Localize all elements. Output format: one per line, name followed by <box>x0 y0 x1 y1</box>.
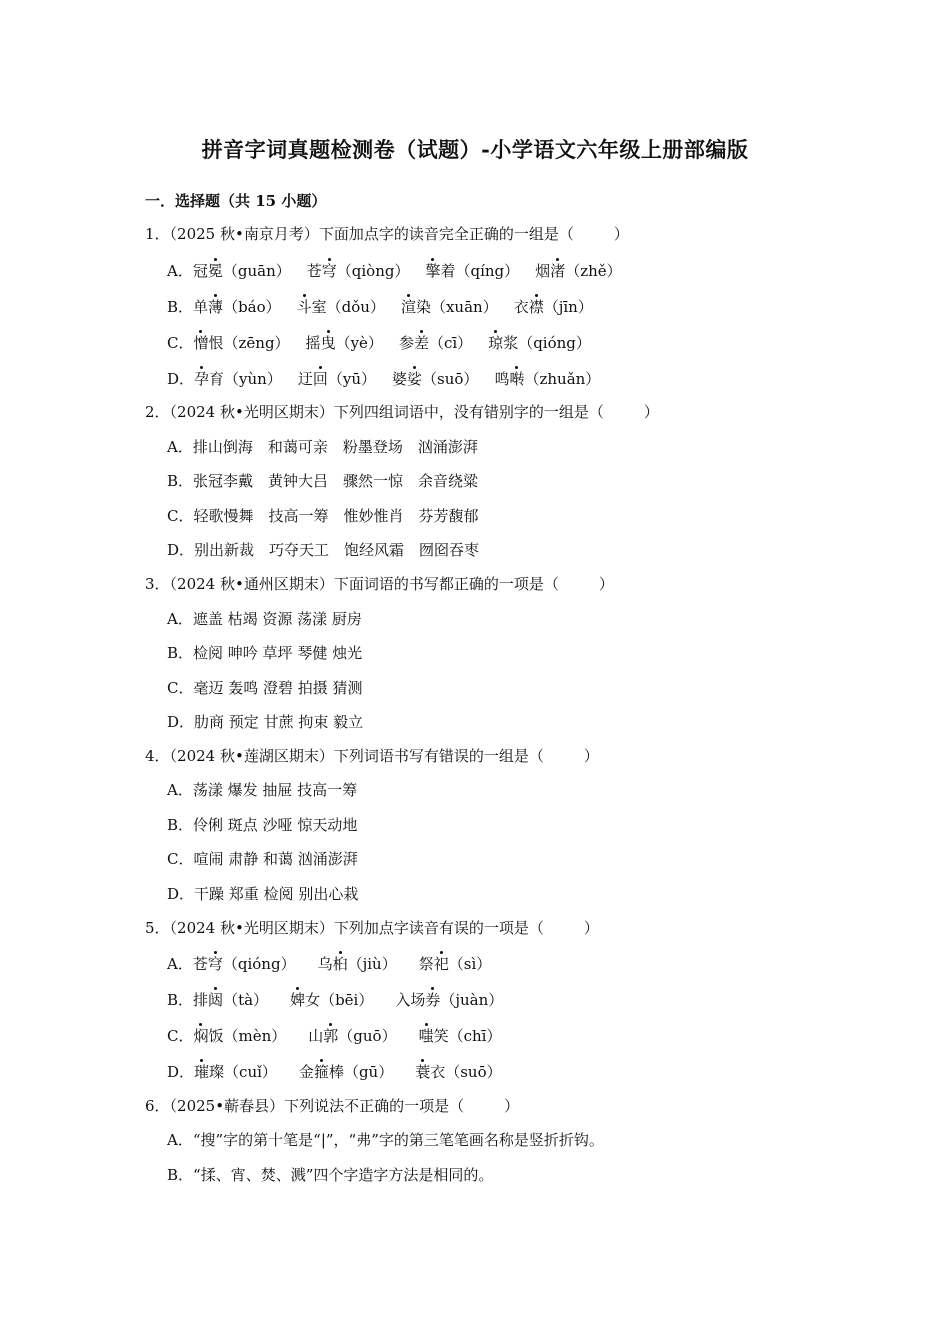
question-1-option-b[interactable]: B．单薄（báo） 斗室（dǒu） 渲染（xuān） 衣襟（jīn） <box>167 298 593 316</box>
question-4-option-c[interactable]: C．喧闹 肃静 和蔼 汹涌澎湃 <box>167 850 358 868</box>
page-title: 拼音字词真题检测卷（试题）-小学语文六年级上册部编版 <box>201 137 749 162</box>
question-2-option-a[interactable]: A．排山倒海 和蔼可亲 粉墨登场 汹涌澎湃 <box>167 438 478 456</box>
question-1-stem: 1．（2025 秋•南京月考）下面加点字的读音完全正确的一组是（ ） <box>145 225 629 243</box>
emphasis-dot-char: 券 <box>425 991 441 1009</box>
emphasis-dot-char: 差 <box>413 334 429 352</box>
question-5-option-b[interactable]: B．排闼（tà） 婢女（bēi） 入场券（juàn） <box>167 991 504 1009</box>
emphasis-dot-char: 焖 <box>193 1027 209 1045</box>
question-2-option-b[interactable]: B．张冠李戴 黄钟大吕 骤然一惊 余音绕粱 <box>167 472 479 490</box>
emphasis-dot-char: 擎 <box>425 262 441 280</box>
emphasis-dot-char: 婢 <box>290 991 306 1009</box>
emphasis-dot-char: 薄 <box>208 298 224 316</box>
question-1-option-a[interactable]: A．冠冕（guān） 苍穹（qiòng） 擎着（qíng） 烟渚（zhě） <box>167 262 622 280</box>
emphasis-dot-char: 嗤 <box>418 1027 434 1045</box>
question-1-option-c[interactable]: C．憎恨（zēng） 摇曳（yè） 参差（cī） 琼浆（qióng） <box>167 334 591 352</box>
question-5-option-d[interactable]: D．璀璨（cuǐ） 金箍棒（gū） 蓑衣（suō） <box>167 1063 502 1081</box>
question-3-option-c[interactable]: C．毫迈 轰鸣 澄碧 拍摄 猜测 <box>167 679 363 697</box>
emphasis-dot-char: 渚 <box>550 262 566 280</box>
emphasis-dot-char: 琼 <box>488 334 504 352</box>
question-6-option-b[interactable]: B．“揉、宵、焚、溅”四个字造字方法是相同的。 <box>167 1166 494 1184</box>
emphasis-dot-char: 孕 <box>194 370 210 388</box>
emphasis-dot-char: 冕 <box>207 262 223 280</box>
emphasis-dot-char: 渲 <box>400 298 416 316</box>
question-5-option-a[interactable]: A．苍穹（qióng） 乌桕（jiù） 祭祀（sì） <box>167 955 492 973</box>
question-5-option-c[interactable]: C．焖饭（mèn） 山郭（guō） 嗤笑（chī） <box>167 1027 502 1045</box>
emphasis-dot-char: 闼 <box>208 991 224 1009</box>
question-5-stem: 5．（2024 秋•光明区期末）下列加点字读音有误的一项是（ ） <box>145 919 599 937</box>
emphasis-dot-char: 憎 <box>193 334 209 352</box>
emphasis-dot-char: 穹 <box>207 955 223 973</box>
question-3-stem: 3．（2024 秋•通州区期末）下面词语的书写都正确的一项是（ ） <box>145 575 614 593</box>
question-6-option-a[interactable]: A．“搜”字的第十笔是“|”，“弗”字的第三笔笔画名称是竖折折钩。 <box>167 1131 604 1149</box>
question-2-stem: 2．（2024 秋•光明区期末）下列四组词语中，没有错别字的一组是（ ） <box>145 403 659 421</box>
question-3-option-a[interactable]: A．遮盖 枯竭 资源 荡漾 厨房 <box>167 610 362 628</box>
emphasis-dot-char: 箍 <box>313 1063 329 1081</box>
section-heading: 一．选择题（共 15 小题） <box>145 192 327 210</box>
emphasis-dot-char: 回 <box>312 370 328 388</box>
question-2-option-c[interactable]: C．轻歌慢舞 技高一筹 惟妙惟肖 芬芳馥郁 <box>167 507 479 525</box>
question-6-stem: 6．（2025•蕲春县）下列说法不正确的一项是（ ） <box>145 1097 520 1115</box>
question-3-option-d[interactable]: D．肋商 预定 甘蔗 拘束 毅立 <box>167 713 364 731</box>
emphasis-dot-char: 啭 <box>509 370 525 388</box>
question-4-option-a[interactable]: A．荡漾 爆发 抽屉 技高一筹 <box>167 781 358 799</box>
question-2-option-d[interactable]: D．别出新裁 巧夺天工 饱经风霜 囫囵吞枣 <box>167 541 480 559</box>
emphasis-dot-char: 璀 <box>194 1063 210 1081</box>
emphasis-dot-char: 蓑 <box>415 1063 431 1081</box>
question-4-option-b[interactable]: B．伶俐 斑点 沙哑 惊天动地 <box>167 816 358 834</box>
emphasis-dot-char: 桕 <box>332 955 348 973</box>
emphasis-dot-char: 娑 <box>407 370 423 388</box>
question-4-option-d[interactable]: D．干躁 郑重 检阅 别出心栽 <box>167 885 359 903</box>
question-4-stem: 4．（2024 秋•莲湖区期末）下列词语书写有错误的一组是（ ） <box>145 747 599 765</box>
emphasis-dot-char: 斗 <box>296 298 312 316</box>
question-3-option-b[interactable]: B．检阅 呻吟 草坪 琴健 烛光 <box>167 644 363 662</box>
emphasis-dot-char: 穹 <box>321 262 337 280</box>
emphasis-dot-char: 郭 <box>323 1027 339 1045</box>
question-1-option-d[interactable]: D．孕育（yùn） 迂回（yū） 婆娑（suō） 鸣啭（zhuǎn） <box>167 370 601 388</box>
emphasis-dot-char: 襟 <box>528 298 544 316</box>
emphasis-dot-char: 曳 <box>320 334 336 352</box>
emphasis-dot-char: 祀 <box>433 955 449 973</box>
